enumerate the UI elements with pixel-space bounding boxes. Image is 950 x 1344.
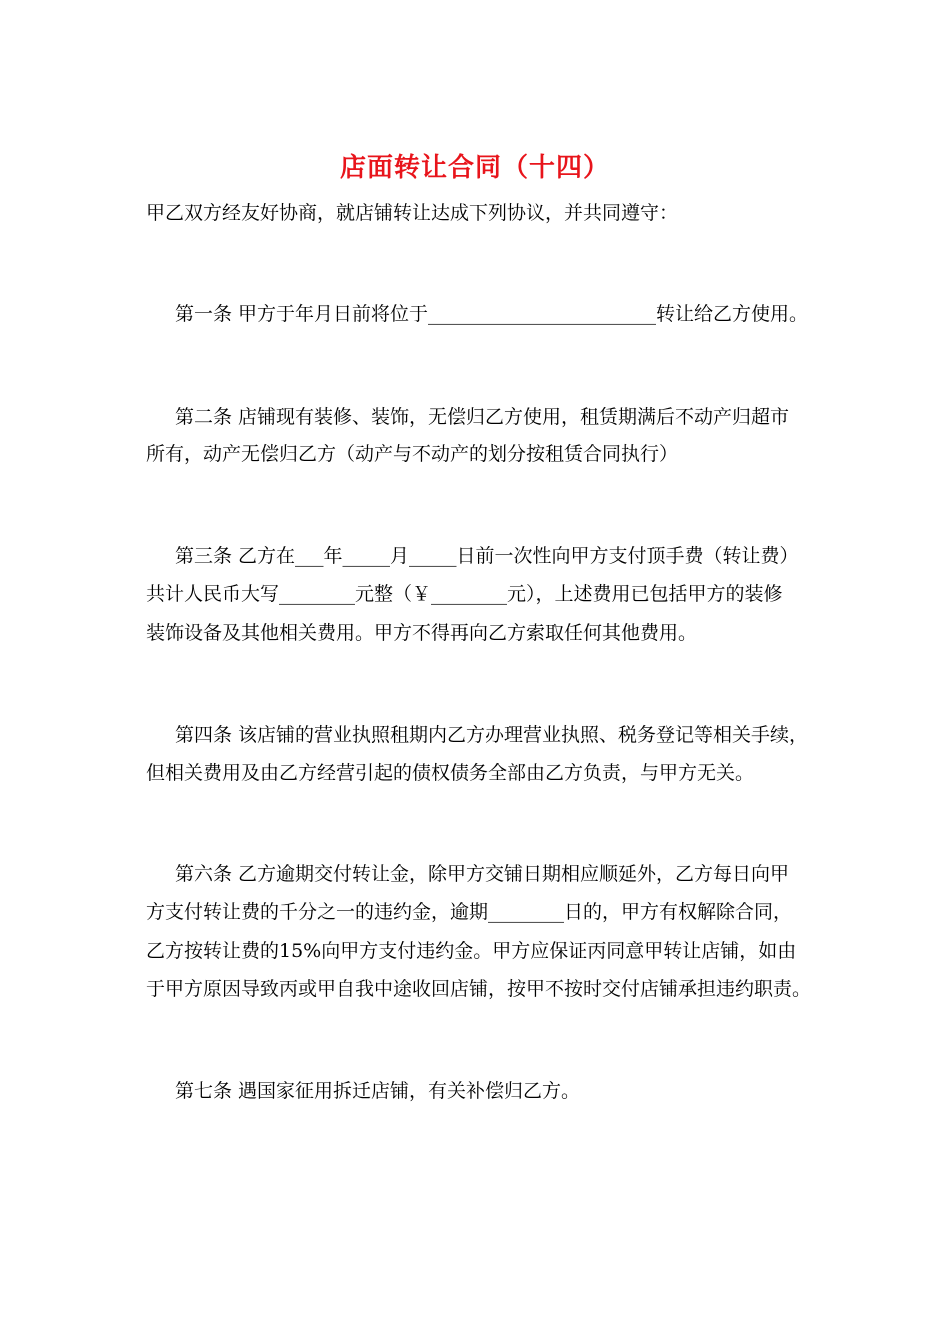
article-6-line-2: 方支付转让费的千分之一的违约金，逾期________日的，甲方有权解除合同， (146, 901, 793, 923)
article-3-line-2: 共计人民币大写________元整（￥________元），上述费用已包括甲方的装修 (146, 583, 783, 605)
article-4-line-2: 但相关费用及由乙方经营引起的债权债务全部由乙方负责，与甲方无关。 (146, 762, 755, 784)
article-6-line-3: 乙方按转让费的15%向甲方支付违约金。甲方应保证丙同意甲转让店铺，如由 (146, 940, 797, 962)
document-title: 店面转让合同（十四） (339, 153, 610, 183)
article-2-line-2: 所有，动产无偿归乙方（动产与不动产的划分按租赁合同执行） (146, 443, 679, 465)
article-7-line-1: 第七条 遇国家征用拆迁店铺，有关补偿归乙方。 (175, 1080, 581, 1102)
article-6-line-4: 于甲方原因导致丙或甲自我中途收回店铺，按甲不按时交付店铺承担违约职责。 (146, 978, 812, 1000)
article-1-line-1: 第一条 甲方于年月日前将位于________________________转让给乙方使用。 (175, 303, 809, 325)
article-2-line-1: 第二条 店铺现有装修、装饰，无偿归乙方使用，租赁期满后不动产归超市 (175, 406, 790, 428)
article-3-line-1: 第三条 乙方在___年_____月_____日前一次性向甲方支付顶手费（转让费） (175, 545, 799, 567)
article-6-line-1: 第六条 乙方逾期交付转让金，除甲方交铺日期相应顺延外，乙方每日向甲 (175, 863, 790, 885)
article-4-line-1: 第四条 该店铺的营业执照租期内乙方办理营业执照、税务登记等相关手续， (175, 724, 809, 746)
article-3-line-3: 装饰设备及其他相关费用。甲方不得再向乙方索取任何其他费用。 (146, 622, 698, 644)
intro-text: 甲乙双方经友好协商，就店铺转让达成下列协议，并共同遵守： (146, 202, 679, 224)
